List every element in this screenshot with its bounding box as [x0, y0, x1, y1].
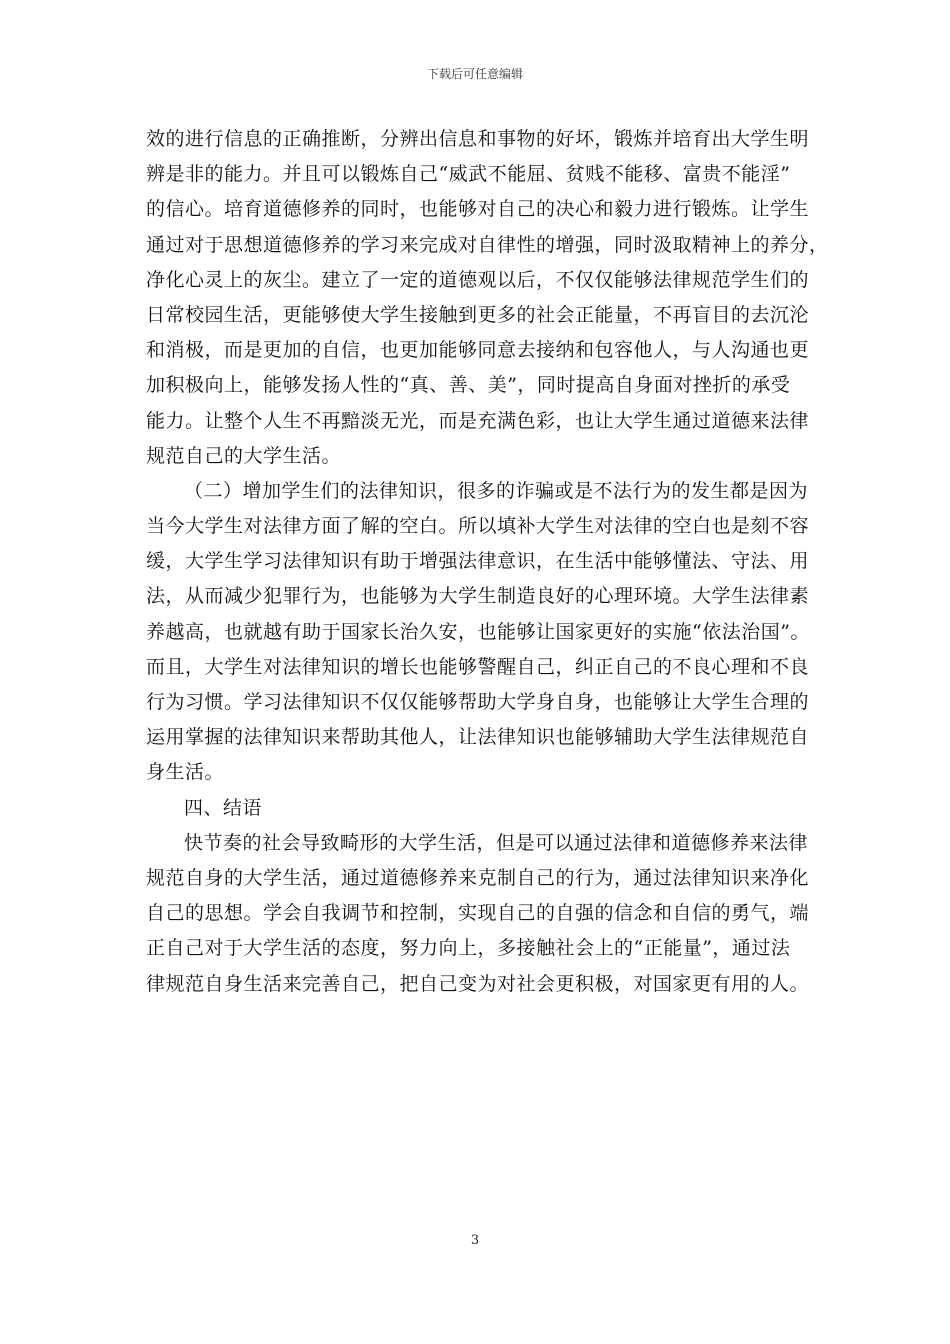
- text-line: 养越高，也就越有助于国家长治久安，也能够让国家更好的实施“依法治国”。: [146, 620, 810, 643]
- text-line: 行为习惯。学习法律知识不仅仅能够帮助大学身自身，也能够让大学生合理的: [146, 691, 810, 713]
- text-line: 的信心。培育道德修养的同时，也能够对自己的决心和毅力进行锻炼。让学生: [146, 198, 810, 221]
- text-line: 净化心灵上的灰尘。建立了一定的道德观以后，不仅仅能够法律规范学生们的: [146, 268, 810, 291]
- text-line: 自己的思想。学会自我调节和控制，实现自己的自强的信念和自信的勇气，端: [146, 902, 810, 925]
- text-line: 正自己对于大学生活的态度，努力向上，多接触社会上的“正能量”，通过法: [146, 937, 791, 960]
- text-line: 缓，大学生学习法律知识有助于增强法律意识，在生活中能够懂法、守法、用: [146, 550, 810, 573]
- page-header-note: 下载后可任意编辑: [426, 67, 523, 81]
- text-line: 当今大学生对法律方面了解的空白。所以填补大学生对法律的空白也是刻不容: [146, 515, 810, 538]
- text-line: 运用掌握的法律知识来帮助其他人，让法律知识也能够辅助大学生法律规范自: [146, 726, 810, 749]
- text-line: 规范自身的大学生活，通过道德修养来克制自己的行为，通过法律知识来净化: [146, 866, 810, 889]
- text-line: 快节奏的社会导致畸形的大学生活，但是可以通过法律和道德修养来法律: [184, 831, 809, 854]
- paragraph-moral-cultivation: [146, 122, 829, 474]
- text-line: 而且，大学生对法律知识的增长也能够警醒自己，纠正自己的不良心理和不良: [146, 655, 810, 678]
- paragraph-conclusion: [146, 826, 810, 1002]
- text-line: （二）增加学生们的法律知识，很多的诈骗或是不法行为的发生都是因为: [184, 479, 809, 502]
- text-line: 效的进行信息的正确推断，分辨出信息和事物的好坏，锻炼并培育出大学生明: [146, 128, 810, 150]
- paragraph-legal-knowledge: [146, 474, 810, 791]
- text-line: 通过对于思想道德修养的学习来完成对自律性的增强，同时汲取精神上的养分，: [146, 233, 829, 256]
- text-line: 加积极向上，能够发扬人性的“真、善、美”，同时提高自身面对挫折的承受: [146, 374, 791, 397]
- text-line: 能力。让整个人生不再黯淡无光，而是充满色彩，也让大学生通过道德来法律: [146, 409, 810, 432]
- text-line: 法，从而减少犯罪行为，也能够为大学生制造良好的心理环境。大学生法律素: [146, 585, 810, 608]
- text-line: 日常校园生活，更能够使大学生接触到更多的社会正能量，不再盲目的去沉沦: [146, 303, 810, 326]
- document-body: [146, 122, 829, 1002]
- text-line: 律规范自身生活来完善自己，把自己变为对社会更积极，对国家更有用的人。: [146, 972, 810, 995]
- section-heading: 四、结语: [184, 796, 263, 819]
- text-line: 规范自己的大学生活。: [146, 444, 342, 467]
- text-line: 身生活。: [146, 761, 225, 784]
- text-line: 和消极，而是更加的自信，也更加能够同意去接纳和包容他人，与人沟通也更: [146, 339, 810, 362]
- page-number: 3: [470, 1233, 480, 1248]
- section-heading-conclusion: [146, 791, 810, 826]
- text-line: 辨是非的能力。并且可以锻炼自己“威武不能屈、贫贱不能移、富贵不能淫”: [146, 163, 791, 186]
